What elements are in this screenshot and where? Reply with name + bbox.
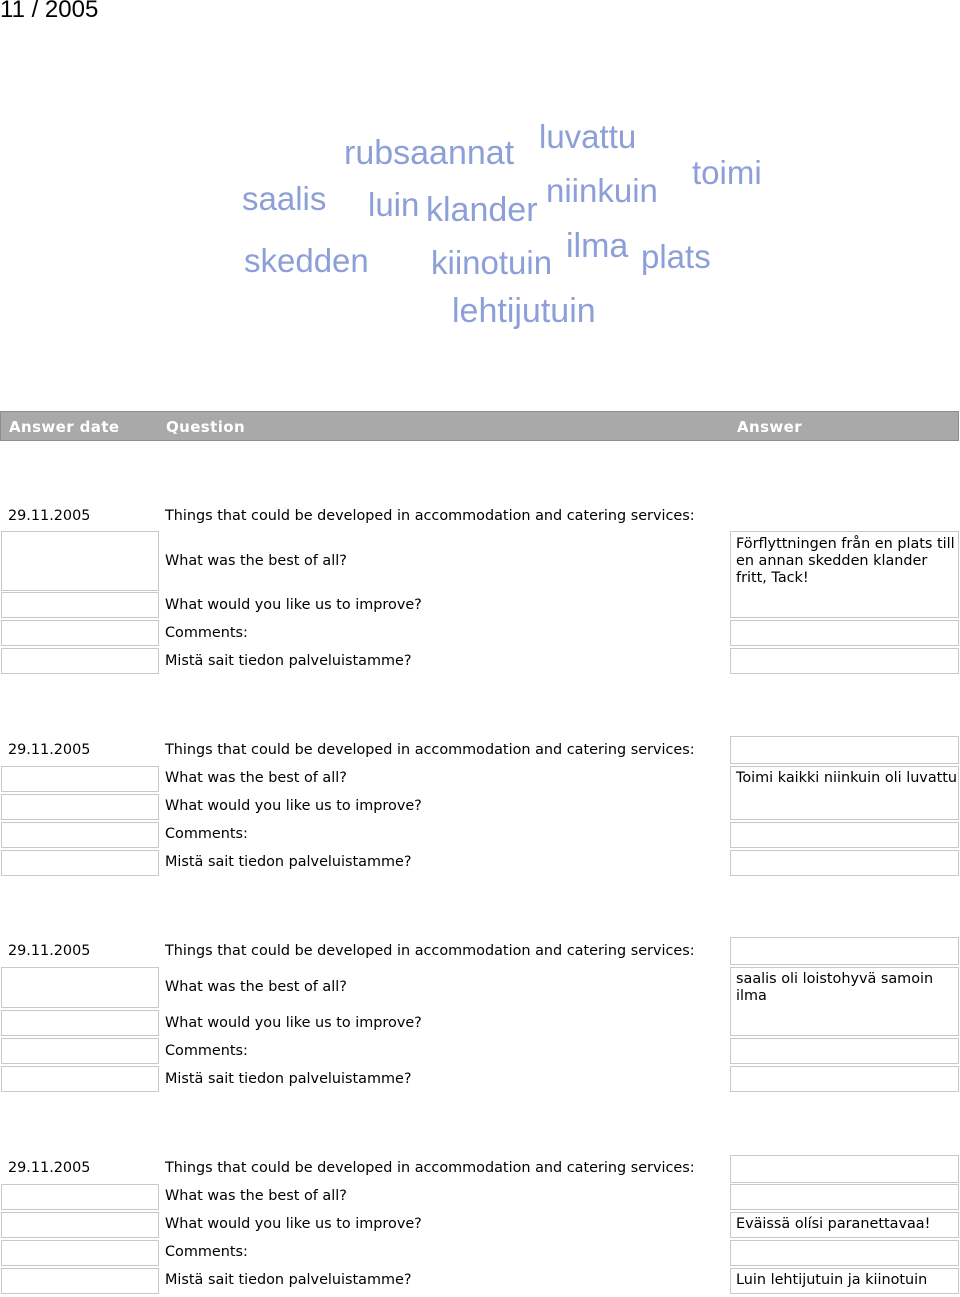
topic-text: Things that could be developed in accommodation and catering services: — [165, 508, 695, 524]
question-label: What was the best of all? — [165, 553, 347, 569]
question-label: Comments: — [165, 1043, 248, 1059]
answer-date: 29.11.2005 — [8, 508, 91, 524]
answer-text: Toimi kaikki niinkuin oli luvattu — [736, 770, 958, 786]
answer-cell — [730, 648, 959, 674]
cloud-word: niinkuin — [546, 172, 658, 209]
question-label: What was the best of all? — [165, 1188, 347, 1204]
answer-date: 29.11.2005 — [8, 1160, 91, 1176]
left-cell — [1, 850, 159, 876]
topic-text: Things that could be developed in accommodation and catering services: — [165, 742, 695, 758]
cloud-word: ilma — [566, 227, 629, 265]
question-label: Mistä sait tiedon palveluistamme? — [165, 854, 412, 870]
left-cell — [1, 1240, 159, 1266]
answer-cell — [730, 1155, 959, 1183]
answer-cell — [730, 736, 959, 764]
answer-text: Luin lehtijutuin ja kiinotuin — [736, 1272, 928, 1288]
left-cell — [1, 648, 159, 674]
cloud-word: saalis — [242, 180, 327, 217]
question-label: Comments: — [165, 1244, 248, 1260]
topic-text: Things that could be developed in accommodation and catering services: — [165, 1160, 695, 1176]
question-label: What would you like us to improve? — [165, 798, 422, 814]
question-label: Comments: — [165, 625, 248, 641]
question-label: What was the best of all? — [165, 979, 347, 995]
answer-cell — [730, 1066, 959, 1092]
answer-date: 29.11.2005 — [8, 943, 91, 959]
answer-text: Eväissä olísi paranettavaa! — [736, 1216, 931, 1232]
left-cell — [1, 967, 159, 1008]
left-cell — [1, 822, 159, 848]
question-label: What would you like us to improve? — [165, 597, 422, 613]
answer-text: Förflyttningen från en plats till en annan skedden klander fritt, Tack! — [736, 536, 955, 586]
cloud-word: rubsaannat — [344, 134, 515, 172]
cloud-word: kiinotuin — [431, 244, 553, 281]
cloud-word: skedden — [244, 242, 369, 279]
answer-cell — [730, 822, 959, 848]
answer-text: saalis oli loistohyvä samoin ilma — [736, 971, 934, 1004]
question-label: Mistä sait tiedon palveluistamme? — [165, 653, 412, 669]
answer-cell — [730, 850, 959, 876]
cloud-word: toimi — [692, 154, 762, 191]
question-label: Comments: — [165, 826, 248, 842]
cloud-word: lehtijutuin — [452, 292, 596, 330]
left-cell — [1, 620, 159, 646]
answer-cell — [730, 1184, 959, 1210]
cloud-word: plats — [641, 238, 711, 275]
cloud-word: klander — [426, 191, 538, 229]
table-header — [0, 411, 959, 441]
answer-cell — [730, 937, 959, 965]
question-label: What would you like us to improve? — [165, 1015, 422, 1031]
left-cell — [1, 1038, 159, 1064]
header-answer: Answer — [737, 418, 803, 436]
left-cell — [1, 1212, 159, 1238]
answer-date: 29.11.2005 — [8, 742, 91, 758]
left-cell — [1, 1010, 159, 1036]
answer-cell — [730, 620, 959, 646]
question-label: Mistä sait tiedon palveluistamme? — [165, 1071, 412, 1087]
question-label: What was the best of all? — [165, 770, 347, 786]
left-cell — [1, 1268, 159, 1294]
left-cell — [1, 794, 159, 820]
header-answer-date: Answer date — [9, 418, 120, 436]
answer-cell — [730, 1038, 959, 1064]
topic-text: Things that could be developed in accommodation and catering services: — [165, 943, 695, 959]
left-cell — [1, 531, 159, 591]
cloud-word: luin — [368, 186, 420, 223]
left-cell — [1, 592, 159, 618]
question-label: Mistä sait tiedon palveluistamme? — [165, 1272, 412, 1288]
header-question: Question — [166, 418, 246, 436]
left-cell — [1, 1066, 159, 1092]
question-label: What would you like us to improve? — [165, 1216, 422, 1232]
left-cell — [1, 1184, 159, 1210]
cloud-word: luvattu — [539, 118, 637, 155]
left-cell — [1, 766, 159, 792]
answer-cell — [730, 1240, 959, 1266]
page-title: 11 / 2005 — [0, 0, 99, 23]
